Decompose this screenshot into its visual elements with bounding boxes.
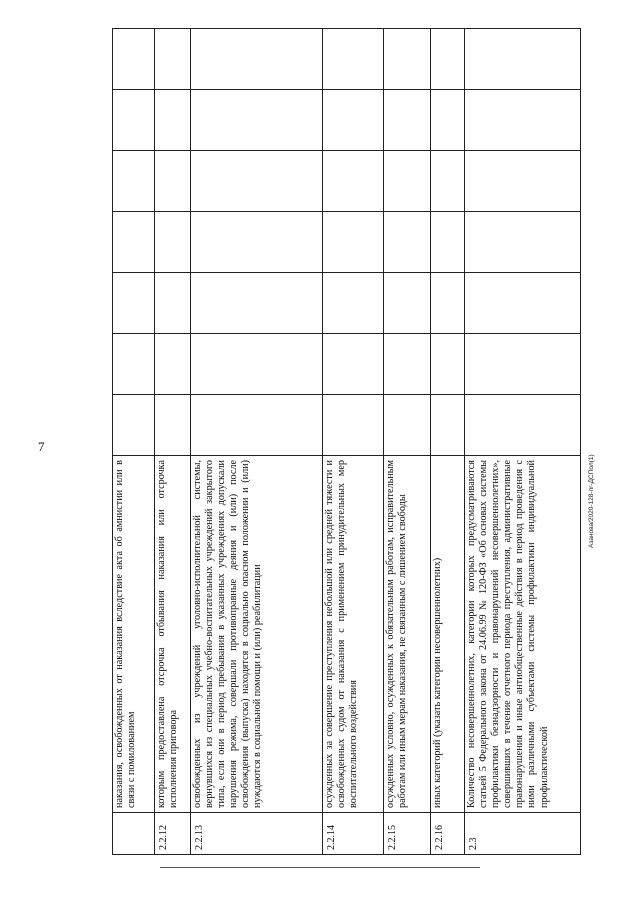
empty-cell xyxy=(465,273,581,334)
table-row xyxy=(384,29,431,855)
empty-cell xyxy=(323,90,384,151)
row-text: которым предоставлена отсрочка отбывания наказания или отсрочка исполнения приговора xyxy=(155,456,191,813)
empty-cell xyxy=(155,212,191,273)
empty-cell xyxy=(191,334,323,395)
row-text: освобожденных из учреждений уголовно-исполнительной системы, вернувшихся из специальных учебно-воспитательных учреждений закрытого типа, если они в период пребывания в указанных учреждениях допускали нарушения режима, совершали противоправные деяния и (или) после освобождения (выпуска) находятся в социально опасном положении и (или) нуждаются в социальной помощи и (или) реабилитации xyxy=(191,456,323,813)
report-table-rotated xyxy=(112,45,554,855)
row-number: 2.2.13 xyxy=(191,813,323,855)
empty-cell xyxy=(191,395,323,456)
document-id-text: Азанова/2020-128-пг-ДСПол(1) xyxy=(588,454,595,548)
empty-cell xyxy=(465,334,581,395)
empty-cell xyxy=(431,29,465,90)
row-text: Количество несовершеннолетних, категории которых предусматриваются статьей 5 Федерального закона от 24.06.99 № 120-ФЗ «Об основах системы профилактики безнадзорности и правонарушений несовершеннолетних», совершивших в течение отчетного периода преступления, административные правонарушения и иные антиобщественные действия в период проведения с ними различными субъектами системы профилактики индивидуальной профилактической xyxy=(465,456,581,813)
empty-cell xyxy=(323,212,384,273)
empty-cell xyxy=(191,151,323,212)
empty-cell xyxy=(113,212,155,273)
empty-cell xyxy=(431,90,465,151)
row-text: осужденных за совершение преступления небольшой или средней тяжести и освобожденных судом от наказания с применением принудительных мер воспитательного воздействия xyxy=(323,456,384,813)
empty-cell xyxy=(155,334,191,395)
document-id xyxy=(588,454,598,558)
empty-cell xyxy=(191,29,323,90)
empty-cell xyxy=(384,29,431,90)
empty-cell xyxy=(191,90,323,151)
empty-cell xyxy=(384,334,431,395)
empty-cell xyxy=(191,212,323,273)
empty-cell xyxy=(113,334,155,395)
empty-cell xyxy=(323,395,384,456)
empty-cell xyxy=(113,273,155,334)
row-text: осужденных условно, осужденных к обязательным работам, исправительным работам или иным мерам наказания, не связанным с лишением свободы xyxy=(384,456,431,813)
empty-cell xyxy=(431,273,465,334)
empty-cell xyxy=(431,151,465,212)
empty-cell xyxy=(155,90,191,151)
empty-cell xyxy=(465,90,581,151)
row-number: 2.2.12 xyxy=(155,813,191,855)
row-number: 2.2.16 xyxy=(431,813,465,855)
empty-cell xyxy=(113,395,155,456)
empty-cell xyxy=(465,395,581,456)
empty-cell xyxy=(323,334,384,395)
table-row xyxy=(323,29,384,855)
empty-cell xyxy=(113,151,155,212)
empty-cell xyxy=(465,29,581,90)
empty-cell xyxy=(431,334,465,395)
row-number: 2.3 xyxy=(465,813,581,855)
row-number xyxy=(113,813,155,855)
empty-cell xyxy=(431,395,465,456)
table-row xyxy=(155,29,191,855)
table-row xyxy=(191,29,323,855)
empty-cell xyxy=(465,151,581,212)
empty-cell xyxy=(384,395,431,456)
row-text: наказания, освобожденных от наказания вследствие акта об амнистии или в связи с помилованием xyxy=(113,456,155,813)
table-row xyxy=(465,29,581,855)
empty-cell xyxy=(113,29,155,90)
empty-cell xyxy=(431,212,465,273)
scan-edge-line xyxy=(160,867,480,868)
empty-cell xyxy=(323,29,384,90)
empty-cell xyxy=(384,90,431,151)
table-row xyxy=(113,29,155,855)
empty-cell xyxy=(155,395,191,456)
report-table xyxy=(112,28,581,855)
empty-cell xyxy=(323,151,384,212)
empty-cell xyxy=(191,273,323,334)
empty-cell xyxy=(155,273,191,334)
empty-cell xyxy=(384,151,431,212)
row-number: 2.2.14 xyxy=(323,813,384,855)
empty-cell xyxy=(155,151,191,212)
empty-cell xyxy=(323,273,384,334)
empty-cell xyxy=(384,212,431,273)
table-row xyxy=(431,29,465,855)
empty-cell xyxy=(465,212,581,273)
page-number: 7 xyxy=(38,439,45,454)
empty-cell xyxy=(155,29,191,90)
row-number: 2.2.15 xyxy=(384,813,431,855)
empty-cell xyxy=(384,273,431,334)
row-text: иных категорий (указать категории несовершеннолетних) xyxy=(431,456,465,813)
empty-cell xyxy=(113,90,155,151)
